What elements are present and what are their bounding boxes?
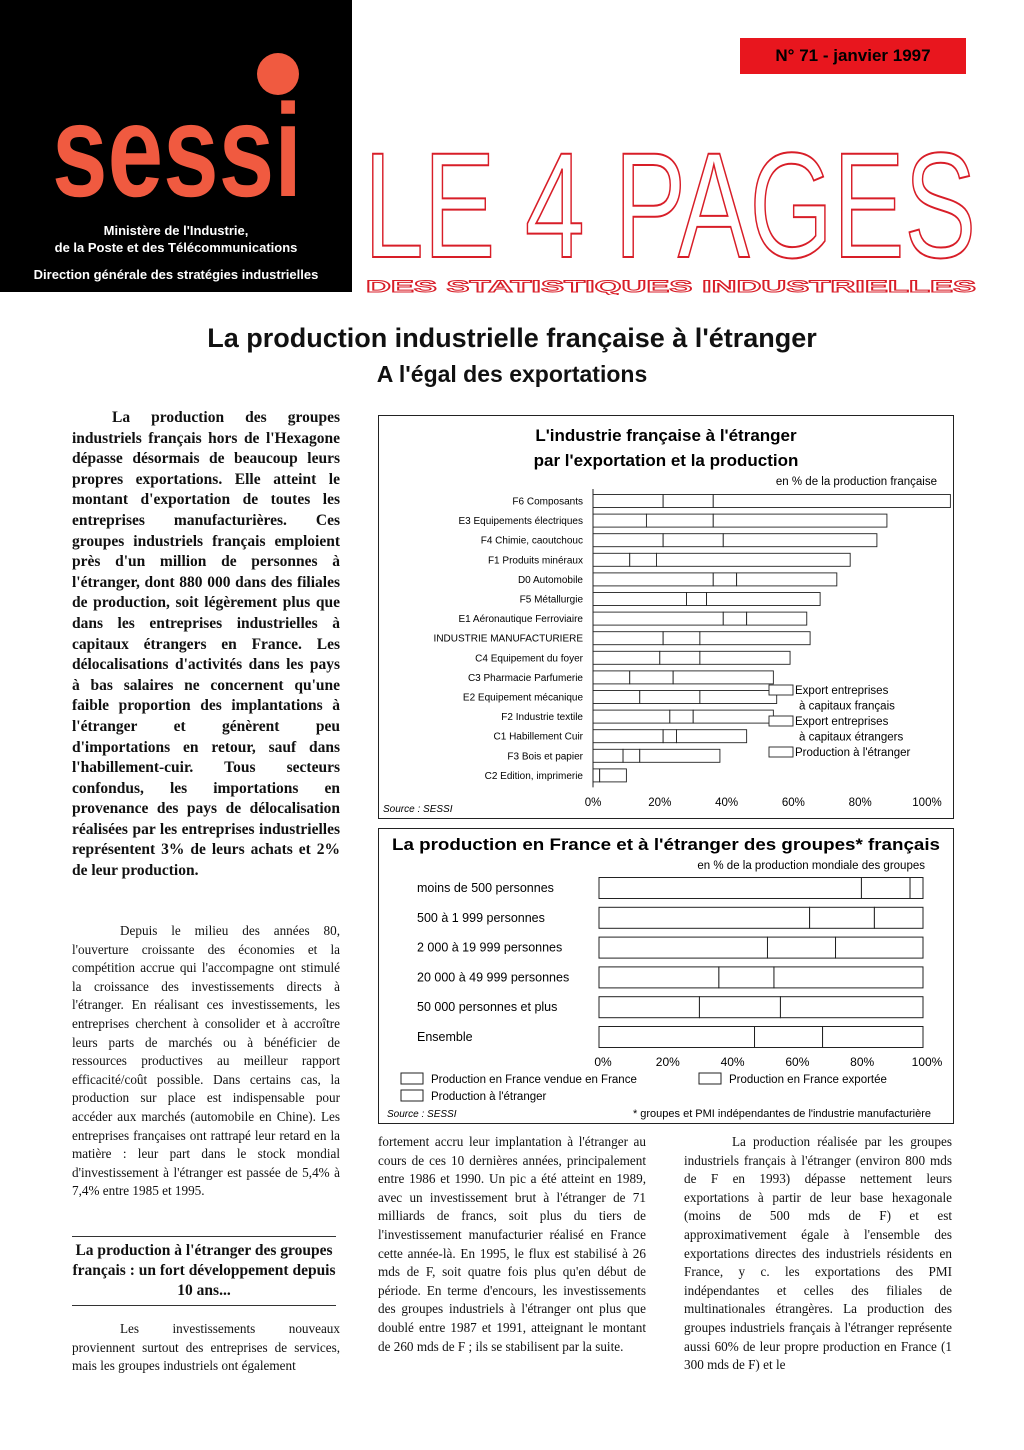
chart-1-category-label: INDUSTRIE MANUFACTURIERE [433,633,583,645]
chart-1-x-tick-label: 100% [912,797,942,809]
chart-1-bar-segment [593,534,663,547]
chart-2-bar-segment [699,997,780,1018]
chart-2-bar-segment [861,878,910,899]
chart-1-legend-label: à capitaux étrangers [799,731,904,744]
chart-2-category-label: 2 000 à 19 999 personnes [417,940,563,955]
intro-text: La production des groupes industriels français hors de l'Hexagone dépasse désormais de beaucoup leurs propres exportations. Elle atteint le montant d'exportation de toutes les entreprises manufacturières. Ces groupes industriels français emploient près d'un million de personnes à l'étranger, dont 880 000 dans des filiales de production, soit légèrement plus que dans les entreprises industrielles à capitaux étrangers en France. Les délocalisations d'activités dans les pays à bas salaires ne concernent qu'une faible proportion des implantations à l'étranger et génèrent peu d'importations en retour, sauf dans l'habillement-cuir. Tous secteurs confondus, les importations en provenance des pays de délocalisation réalisées par les entreprises industrielles représentent 3% de leurs achats et 2% de leur production. [72,409,340,880]
chart-1-bar-segment [660,651,700,664]
chart-1-category-label: C2 Edition, imprimerie [484,770,583,782]
chart-1-category-label: C1 Habillement Cuir [493,731,583,743]
chart-1-bar-segment [713,514,887,527]
chart-1-bar-segment [593,553,630,566]
chart-1-bar-segment [593,691,640,704]
ministry-line-1: Ministère de l'Industrie, [103,223,249,238]
chart-1-legend-label: Export entreprises [795,685,889,697]
chart-1-bar-segment [700,691,777,704]
chart-2-bar-segment [836,937,923,958]
chart-2-bar-segment [810,907,875,928]
headline [0,320,1024,392]
chart-1-legend-label: Production à l'étranger [795,747,911,759]
body-paragraph-2 [72,922,340,1201]
chart-1-bar-segment [593,495,663,508]
chart-1-legend-label: à capitaux français [799,700,895,713]
chart-1-bar-segment [593,710,670,723]
chart-1-bar-segment [663,730,676,743]
headline-title: La production industrielle française à l'étranger [207,323,817,353]
chart-2-bar-segment [780,997,923,1018]
chart-1-category-label: D0 Automobile [517,574,583,586]
chart-2-legend-label: Production en France exportée [729,1074,887,1086]
chart-1-title-line-1: L'industrie française à l'étranger [535,426,797,445]
chart-1-category-label: E1 Aéronautique Ferroviaire [458,614,583,626]
chart-2-legend-swatch [699,1073,721,1084]
chart-1-source: Source : SESSI [383,804,453,815]
chart-2-bar-segment [599,1027,755,1048]
chart-2-bar-segment [823,1027,923,1048]
intro-paragraph [72,408,340,882]
chart-2-title: La production en France et à l'étranger des groupes* français [392,835,940,854]
chart-1-bar-segment [593,651,660,664]
chart-1-legend-swatch [769,747,793,757]
sessi-logo [0,0,352,210]
chart-2-x-tick-label: 0% [594,1055,612,1069]
chart-2-bar-segment [599,878,861,899]
chart-1-bar-segment [723,612,746,625]
chart-1-bar-segment [713,573,736,586]
chart-1-bar-segment [663,534,723,547]
chart-1-bar-segment [593,769,600,782]
chart-1-bar-segment [687,593,707,606]
chart-1-category-label: F6 Composants [512,496,583,508]
chart-2-bar-segment [910,878,923,899]
chart-1-bar-segment [747,612,807,625]
chart-2-x-tick-label: 40% [720,1055,745,1069]
chart-1-bar-segment [663,495,713,508]
chart-1-legend-swatch [769,716,793,726]
chart-1-legend-swatch [769,685,793,695]
chart-1-bar-segment [593,573,713,586]
body-paragraph-3 [72,1320,340,1376]
chart-1-bar-segment [593,612,723,625]
chart-1-x-tick-label: 0% [584,797,602,809]
publication-subtitle-text: DES STATISTIQUES INDUSTRIELLES [366,277,976,295]
chart-1-svg [379,416,953,818]
chart-1-bar-segment [656,553,850,566]
chart-1-category-label: F2 Industrie textile [501,712,583,724]
chart-1-category-label: E2 Equipement mécanique [462,692,583,704]
chart-1-bar-segment [670,710,693,723]
headline-subtitle: A l'égal des exportations [376,361,648,387]
chart-1-category-label: C4 Equipement du foyer [475,653,583,665]
paragraph-2-text: Depuis le milieu des années 80, l'ouverture croissante des économies et la compétition accrue qui l'accompagne ont stimulé la croissance des investissements directs à l'étranger. En réalisant ces investissements, les entreprises cherchent à consolider et à accroître leurs parts de marchés ou à bénéficier de ressources productives au meilleur rapport efficacité/coût possible. Dans certains cas, la production sur place est indispensable pour accéder aux marchés (automobile en Chine). Les entreprises françaises ont rattrapé leur retard en la matière : leur part dans le stock mondial d'investissement à l'étranger est passée de 5,4% à 7,4% entre 1985 et 1995. [72,923,340,1199]
chart-1-bar-segment [693,710,773,723]
chart-1-legend-label: Export entreprises [795,716,889,728]
body-paragraph-4 [378,1133,646,1356]
chart-2-bar-segment [774,967,923,988]
chart-1-category-label: F3 Bois et papier [507,751,583,763]
chart-2-bar-segment [599,937,767,958]
chart-2-bar-segment [599,967,719,988]
chart-1-x-tick-label: 40% [715,797,739,809]
chart-2-bar-segment [767,937,835,958]
ministry-line-2: de la Poste et des Télécommunications [54,240,298,255]
paragraph-5-text: La production réalisée par les groupes industriels français à l'étranger (environ 800 mds de F en 1993) dépasse nettement leurs exportations à partir de leur base hexagonale (moins de 500 mds de F) et est approximativement égale à l'ensemble des exportations directes des industriels résidents en France, y c. les exportations des PMI indépendantes et celles des filiales de multinationales étrangères. La production des groupes industriels français à l'étranger représente aussi 60% de leur propre production en France (1 300 mds de F) et le [684,1134,952,1373]
chart-2-category-label: 20 000 à 49 999 personnes [417,970,570,985]
chart-2-category-label: Ensemble [417,1030,473,1044]
chart-2-svg [379,829,953,1123]
chart-1-x-tick-label: 20% [648,797,672,809]
chart-2-footnote: * groupes et PMI indépendantes de l'industrie manufacturière [632,1108,931,1120]
chart-1-bar-segment [593,514,646,527]
chart-1-bar-segment [630,671,673,684]
chart-2-bar-segment [755,1027,823,1048]
chart-1-x-tick-label: 60% [781,797,805,809]
chart-1-bar-segment [600,769,627,782]
chart-1-category-label: F4 Chimie, caoutchouc [480,535,583,547]
chart-1-category-label: C3 Pharmacie Parfumerie [467,672,583,684]
body-paragraph-5 [684,1133,952,1375]
chart-groups-production [378,828,954,1124]
chart-2-unit-label: en % de la production mondiale des groupes [697,860,925,872]
chart-1-category-label: E3 Equipements électriques [458,516,583,528]
chart-1-unit-label: en % de la production française [775,476,937,488]
chart-1-bar-segment [593,593,687,606]
chart-2-bar-segment [599,997,699,1018]
chart-1-category-label: F5 Métallurgie [519,594,583,606]
chart-2-x-tick-label: 80% [850,1055,875,1069]
chart-1-bar-segment [593,632,663,645]
chart-2-legend-label: Production en France vendue en France [431,1074,637,1086]
chart-1-bar-segment [593,749,623,762]
chart-2-category-label: moins de 500 personnes [417,881,554,895]
chart-1-bar-segment [623,749,640,762]
chart-1-category-label: F1 Produits minéraux [487,555,583,567]
chart-1-bar-segment [723,534,877,547]
issue-badge: N° 71 - janvier 1997 [740,38,966,74]
chart-1-bar-segment [700,632,810,645]
publication-title [362,120,982,295]
chart-1-title-line-2: par l'exportation et la production [533,451,799,470]
ministry-block [0,222,352,283]
direction-line: Direction générale des stratégies industrielles [33,267,319,282]
chart-1-x-tick-label: 80% [848,797,872,809]
chart-2-category-label: 50 000 personnes et plus [417,1000,558,1015]
section-heading: La production à l'étranger des groupes français : un fort développement depuis 10 ans... [72,1236,336,1306]
chart-1-bar-segment [707,593,821,606]
chart-2-x-tick-label: 20% [655,1055,680,1069]
chart-1-bar-segment [630,553,657,566]
chart-2-legend-swatch [401,1090,423,1101]
chart-1-bar-segment [640,749,720,762]
chart-2-legend-swatch [401,1073,423,1084]
chart-2-source: Source : SESSI [387,1109,457,1120]
chart-1-bar-segment [673,671,773,684]
chart-1-bar-segment [646,514,713,527]
chart-2-x-tick-label: 60% [785,1055,810,1069]
chart-2-bar-segment [719,967,774,988]
masthead [0,0,352,292]
chart-1-bar-segment [640,691,700,704]
publication-title-text: LE 4 PAGES [364,121,976,289]
chart-1-bar-segment [593,730,663,743]
chart-2-x-tick-label: 100% [911,1055,943,1069]
chart-2-category-label: 500 à 1 999 personnes [417,910,545,925]
chart-2-bar-segment [599,907,810,928]
chart-1-bar-segment [700,651,790,664]
chart-2-legend-label: Production à l'étranger [431,1091,547,1103]
chart-1-bar-segment [737,573,837,586]
paragraph-3-text: Les investissements nouveaux proviennent surtout des entreprises de services, mais les groupes industriels ont également [72,1321,340,1374]
chart-1-bar-segment [593,671,630,684]
chart-1-bar-segment [677,730,747,743]
chart-1-bar-segment [663,632,700,645]
chart-2-bar-segment [874,907,923,928]
logo-text: sessi [52,77,302,210]
chart-industry-abroad [378,415,954,819]
chart-1-bar-segment [713,495,950,508]
paragraph-4-text: fortement accru leur implantation à l'étranger au cours de ces 10 dernières années, principalement entre 1986 et 1990. Un pic a été atteint en 1989, avec un investissement brut à l'étranger de 71 milliards de francs, soit plus du tiers de l'investissement manufacturier réalisé en France cette année-là. En 1995, le flux est stabilisé à 26 mds de F, soit quatre fois plus qu'en début de période. En terme d'encours, les investissements des groupes industriels à l'étranger ont plus que doublé entre 1987 et 1991, atteignant le montant de 260 mds de F ; ils se stabilisent par la suite. [378,1134,646,1354]
